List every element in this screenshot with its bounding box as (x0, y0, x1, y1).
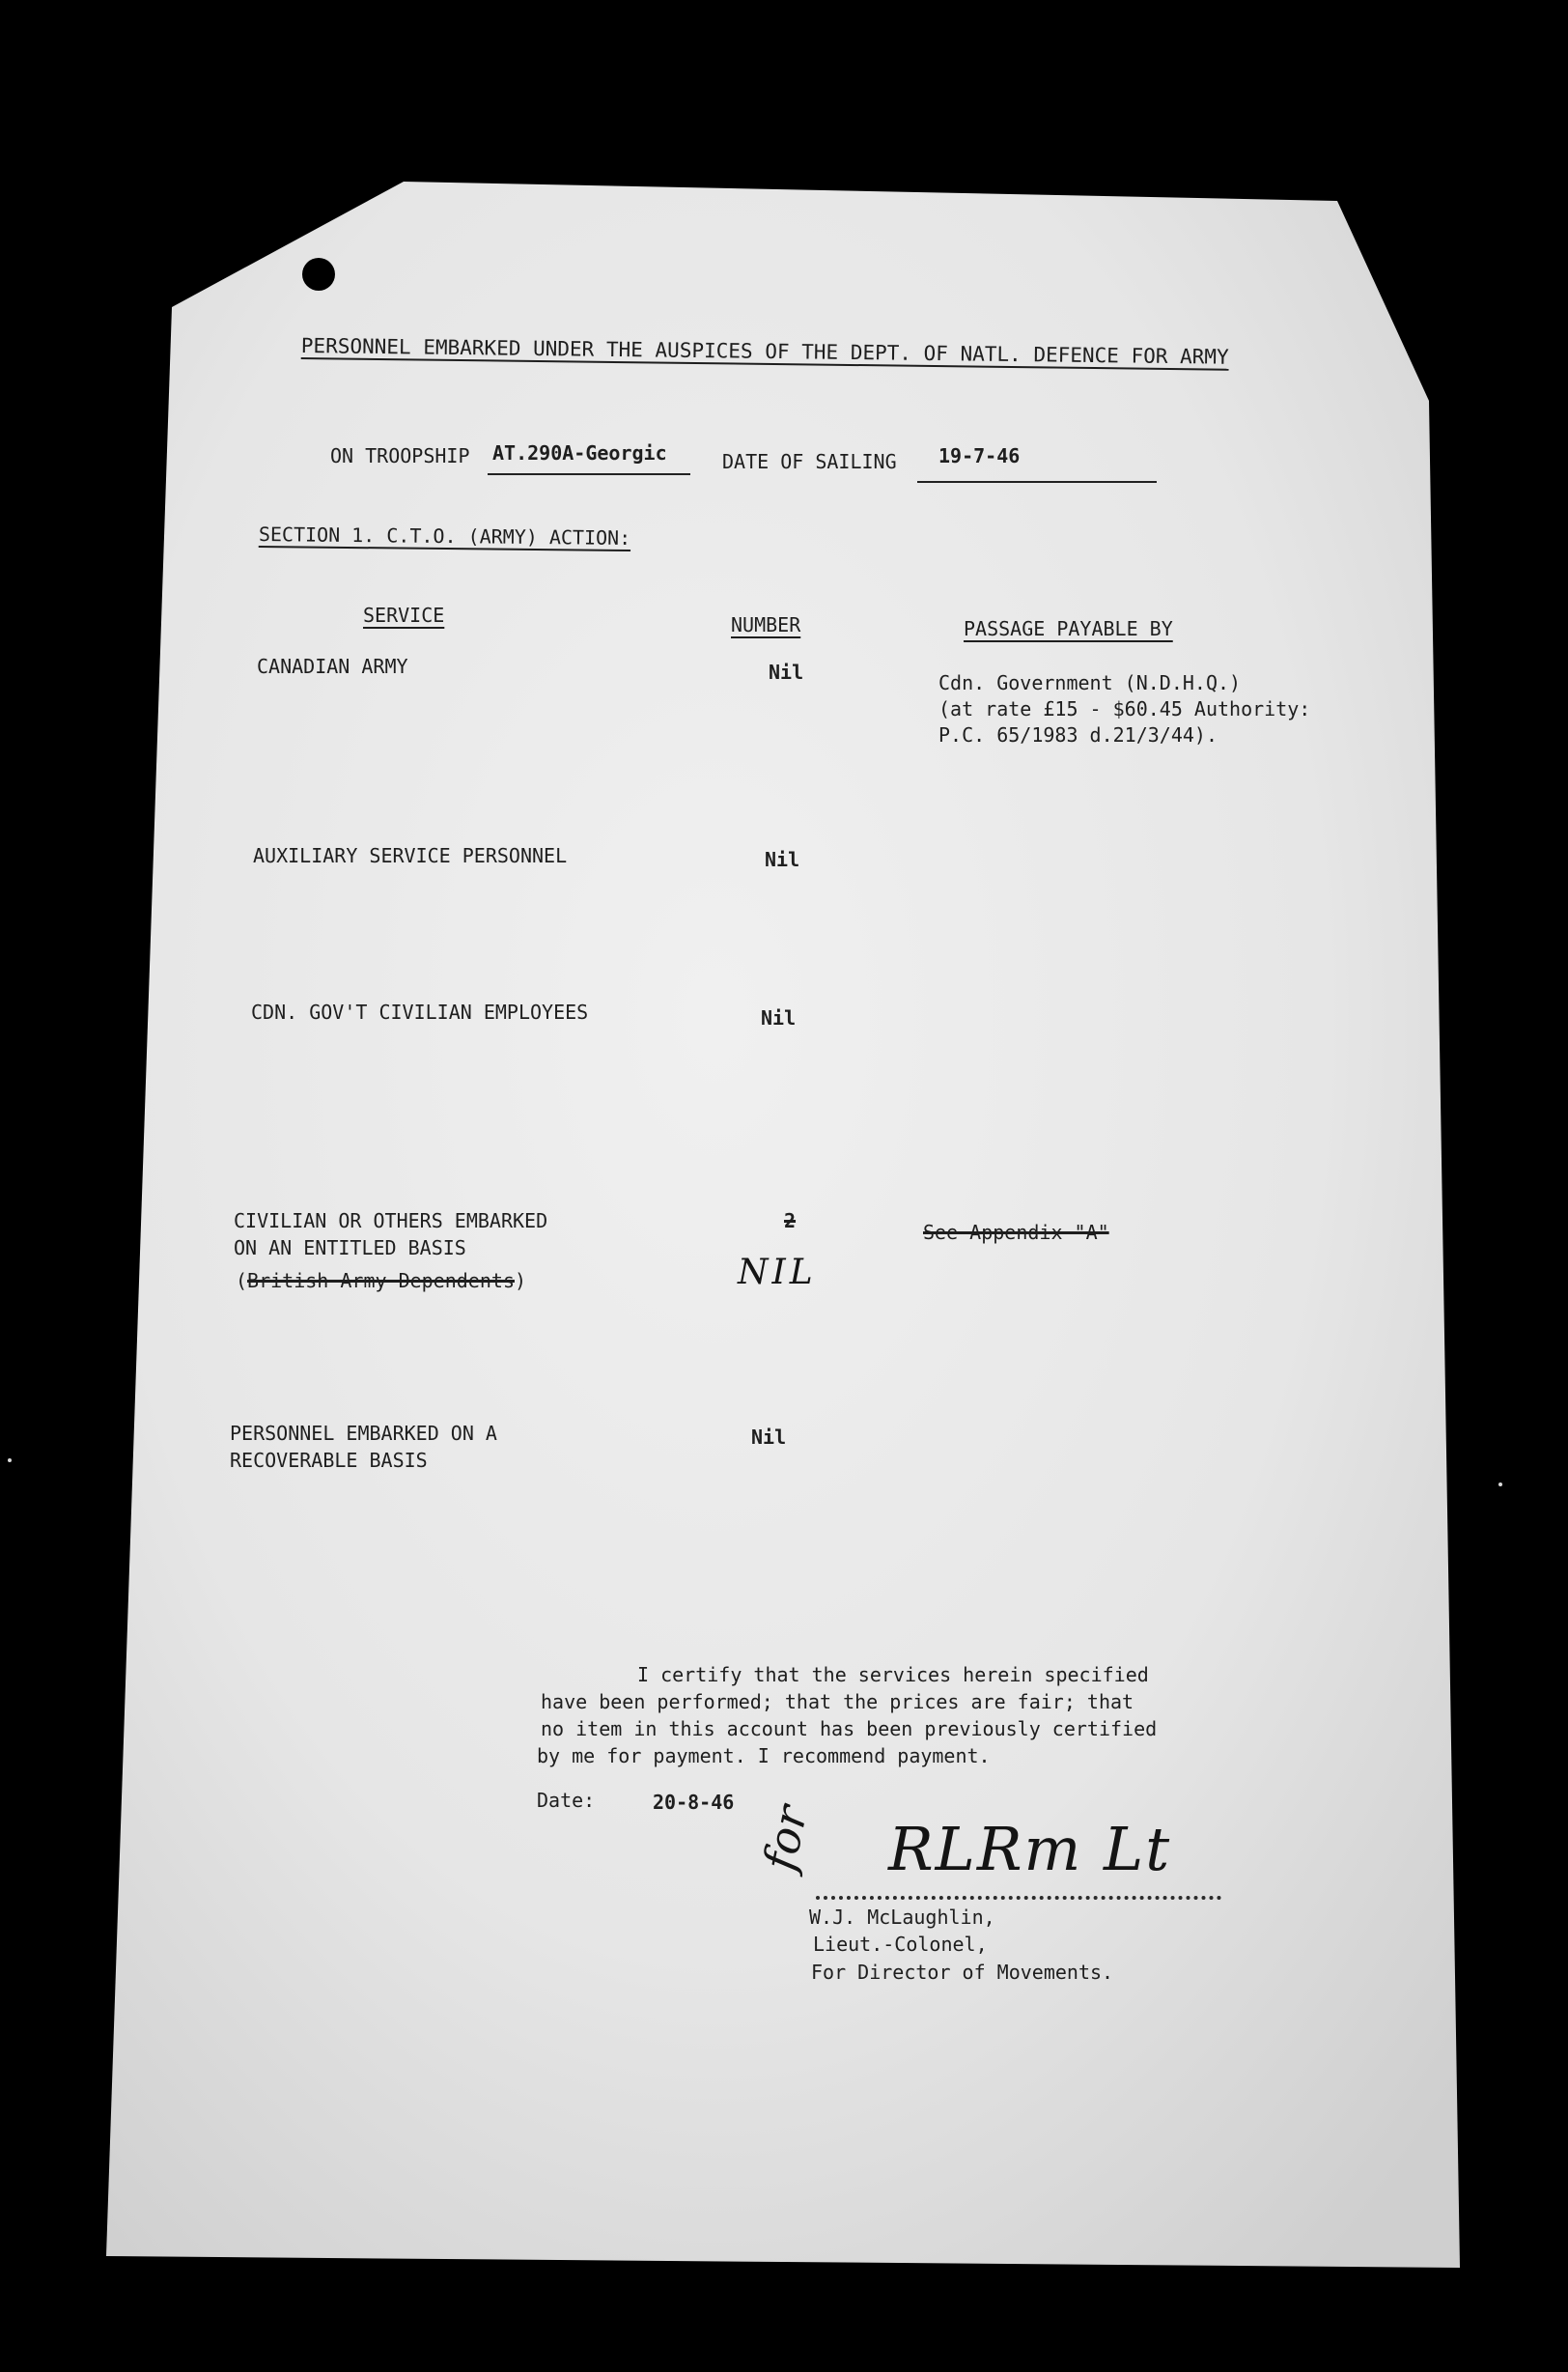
signatory-name: W.J. McLaughlin, (809, 1906, 995, 1929)
signatory-rank: Lieut.-Colonel, (813, 1933, 988, 1956)
struck-note: British Army Dependents (247, 1269, 515, 1292)
handwritten-number: NIL (738, 1253, 817, 1292)
row-service-line: CIVILIAN OR OTHERS EMBARKED (234, 1209, 548, 1232)
row-service-note (236, 1271, 526, 1290)
row-service: CDN. GOV'T CIVILIAN EMPLOYEES (251, 1001, 589, 1024)
troopship-underline (488, 473, 690, 475)
film-speck (8, 1458, 12, 1462)
row-service-line: RECOVERABLE BASIS (230, 1449, 428, 1472)
date-label: Date: (537, 1789, 596, 1812)
row-number: Nil (769, 661, 804, 684)
certification-line: have been performed; that the prices are fair; that (541, 1690, 1134, 1713)
date-value: 20-8-46 (653, 1791, 735, 1814)
row-service: CANADIAN ARMY (257, 655, 408, 678)
sailing-value: 19-7-46 (938, 444, 1021, 467)
certification-line: no item in this account has been previously certified (541, 1717, 1158, 1740)
row-service-line: PERSONNEL EMBARKED ON A (230, 1422, 497, 1445)
row-service: AUXILIARY SERVICE PERSONNEL (253, 844, 568, 867)
certification-line: by me for payment. I recommend payment. (537, 1744, 991, 1767)
punch-hole (302, 258, 335, 291)
note-close-paren: ) (515, 1269, 527, 1292)
row-passage-line: P.C. 65/1983 d.21/3/44). (938, 723, 1218, 747)
row-passage-line: Cdn. Government (N.D.H.Q.) (938, 671, 1242, 694)
document-heading: PERSONNEL EMBARKED UNDER THE AUSPICES OF THE DEPT. OF NATL. DEFENCE FOR ARMY (300, 334, 1229, 369)
column-header-passage: PASSAGE PAYABLE BY (964, 617, 1173, 640)
signature-prefix: for (753, 1800, 818, 1876)
struck-number: 2 (784, 1209, 797, 1232)
row-service-line: ON AN ENTITLED BASIS (234, 1236, 466, 1259)
struck-passage: See Appendix "A" (923, 1221, 1109, 1244)
film-speck (1498, 1482, 1502, 1486)
sailing-underline (917, 481, 1157, 483)
troopship-label: ON TROOPSHIP (330, 444, 470, 467)
section-title: SECTION 1. C.T.O. (ARMY) ACTION: (258, 522, 631, 551)
row-number: Nil (761, 1006, 797, 1030)
column-header-number: NUMBER (731, 613, 801, 636)
sailing-label: DATE OF SAILING (722, 450, 897, 473)
handwritten-signature: RLRm Lt (888, 1814, 1172, 1884)
signature-line (816, 1896, 1221, 1900)
signatory-title: For Director of Movements. (811, 1961, 1114, 1984)
row-number: Nil (765, 848, 800, 871)
row-passage-line: (at rate £15 - $60.45 Authority: (938, 697, 1311, 720)
column-header-service: SERVICE (363, 604, 445, 627)
certification-line: I certify that the services herein specified (637, 1663, 1149, 1686)
note-open-paren: ( (236, 1269, 248, 1292)
troopship-value: AT.290A-Georgic (492, 441, 667, 465)
row-number: Nil (751, 1426, 787, 1449)
